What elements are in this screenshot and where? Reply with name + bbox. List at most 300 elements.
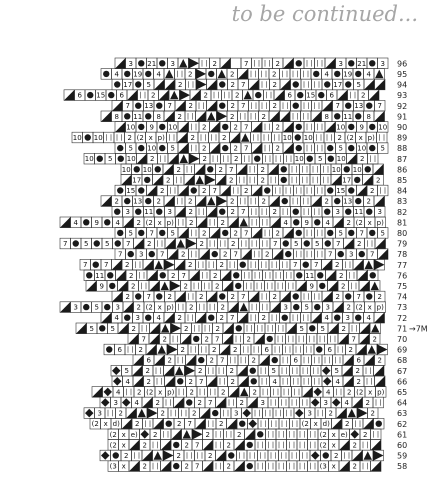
chart-cell <box>338 334 349 345</box>
chart-cell <box>252 153 263 164</box>
chart-cell <box>140 429 151 440</box>
svg-text:2: 2 <box>275 229 280 238</box>
chart-cell <box>315 270 326 281</box>
svg-text:2: 2 <box>230 208 235 217</box>
chart-cell <box>108 429 119 440</box>
svg-text:2: 2 <box>355 367 360 376</box>
chart-cell <box>92 217 103 228</box>
chart-cell <box>279 418 290 429</box>
svg-text:2: 2 <box>129 271 134 280</box>
chart-cell <box>259 196 270 207</box>
svg-text:6: 6 <box>327 346 332 354</box>
chart-cell <box>163 397 174 408</box>
chart-cell <box>293 132 304 143</box>
svg-text:6: 6 <box>287 91 292 100</box>
chart-cell <box>291 206 302 217</box>
svg-text:7: 7 <box>104 261 109 270</box>
chart-cell <box>312 217 323 228</box>
chart-cell <box>217 100 228 111</box>
chart-cell <box>175 355 186 366</box>
page-title: to be continued... <box>231 2 418 26</box>
chart-cell <box>164 365 175 376</box>
svg-text:2: 2 <box>118 409 123 418</box>
chart-cell <box>103 387 114 398</box>
chart-cell <box>180 90 191 101</box>
svg-text:4: 4 <box>366 70 371 79</box>
svg-text:p): p) <box>157 134 165 142</box>
chart-cell <box>263 153 274 164</box>
chart-cell <box>255 429 266 440</box>
chart-cell <box>322 69 333 80</box>
svg-text:4: 4 <box>156 314 161 323</box>
chart-cell <box>313 387 324 398</box>
chart-cell <box>329 429 340 440</box>
chart-cell <box>245 440 256 451</box>
svg-text:9: 9 <box>304 218 309 227</box>
svg-text:2: 2 <box>160 187 165 195</box>
chart-cell <box>200 153 211 164</box>
chart-cell <box>217 259 228 270</box>
row-number: 79 <box>397 239 408 249</box>
svg-text:17: 17 <box>333 81 343 89</box>
chart-cell <box>105 153 116 164</box>
chart-cell <box>81 217 92 228</box>
chart-cell <box>364 206 375 217</box>
chart-cell <box>242 270 253 281</box>
chart-cell <box>259 206 270 217</box>
chart-row <box>86 281 380 292</box>
chart-cell <box>322 206 333 217</box>
row-number: 77 <box>397 260 408 270</box>
chart-cell <box>324 132 335 143</box>
chart-cell <box>370 334 381 345</box>
chart-cell <box>274 90 285 101</box>
svg-text:7: 7 <box>126 240 131 248</box>
svg-text:11: 11 <box>95 271 105 280</box>
chart-cell <box>249 355 260 366</box>
chart-cell <box>275 281 286 292</box>
chart-cell <box>111 365 122 376</box>
svg-text:11: 11 <box>133 112 143 121</box>
chart-cell <box>157 344 168 355</box>
chart-cell <box>280 376 291 387</box>
chart-cell <box>142 397 153 408</box>
chart-cell <box>321 175 332 186</box>
chart-cell <box>270 355 281 366</box>
svg-text:5: 5 <box>170 229 175 238</box>
svg-text:2: 2 <box>230 102 235 111</box>
chart-cell <box>244 334 255 345</box>
chart-cell <box>280 111 291 122</box>
chart-cell <box>228 238 239 249</box>
chart-cell <box>196 376 207 387</box>
chart-cell <box>227 111 238 122</box>
chart-cell <box>129 323 140 334</box>
chart-cell <box>178 143 189 154</box>
chart-cell <box>122 418 133 429</box>
chart-cell <box>294 408 305 419</box>
svg-text:x: x <box>331 430 336 439</box>
chart-cell <box>336 270 347 281</box>
svg-text:4: 4 <box>326 388 331 397</box>
chart-cell <box>144 355 155 366</box>
chart-cell <box>84 408 95 419</box>
svg-text:3: 3 <box>345 314 350 323</box>
chart-cell <box>189 185 200 196</box>
chart-cell <box>305 153 316 164</box>
svg-text:2: 2 <box>261 197 266 206</box>
chart-cell <box>245 429 256 440</box>
svg-text:3: 3 <box>170 59 175 68</box>
row-number: 71 <box>397 324 408 334</box>
chart-cell <box>154 312 165 323</box>
chart-cell <box>322 376 333 387</box>
chart-cell <box>226 397 237 408</box>
chart-cell <box>301 69 312 80</box>
chart-cell <box>64 90 75 101</box>
chart-cell <box>375 217 386 228</box>
chart-cell <box>199 143 210 154</box>
chart-cell <box>280 259 291 270</box>
chart-cell <box>312 302 323 313</box>
chart-cell <box>325 58 336 69</box>
row-number: 74 <box>397 292 408 302</box>
svg-text:5: 5 <box>128 229 133 238</box>
chart-cell <box>283 122 294 133</box>
svg-text:3: 3 <box>139 250 144 259</box>
chart-row <box>121 164 384 175</box>
svg-text:7: 7 <box>370 250 375 259</box>
chart-cell <box>364 196 375 207</box>
chart-cell <box>294 122 305 133</box>
svg-text:x: x <box>367 303 372 312</box>
svg-text:7: 7 <box>167 102 172 111</box>
chart-cell <box>149 334 160 345</box>
svg-text:2: 2 <box>202 144 207 153</box>
chart-row <box>112 291 385 302</box>
chart-cell <box>318 323 329 334</box>
svg-text:7: 7 <box>160 250 165 259</box>
chart-cell <box>315 122 326 133</box>
chart-cell <box>147 153 158 164</box>
chart-cell <box>287 440 298 451</box>
chart-cell <box>367 143 378 154</box>
chart-cell <box>150 440 161 451</box>
chart-cell <box>270 291 281 302</box>
chart-cell <box>227 196 238 207</box>
chart-cell <box>280 206 291 217</box>
chart-cell <box>269 196 280 207</box>
svg-text:2: 2 <box>377 356 382 365</box>
chart-cell <box>352 164 363 175</box>
svg-text:2: 2 <box>231 240 236 248</box>
svg-text:2: 2 <box>260 176 265 185</box>
chart-cell <box>168 58 179 69</box>
svg-text:5: 5 <box>84 240 89 248</box>
chart-cell <box>327 90 338 101</box>
chart-cell <box>356 132 367 143</box>
svg-text:x: x <box>313 420 318 429</box>
chart-cell <box>310 450 321 461</box>
chart-cell <box>153 397 164 408</box>
svg-text:7: 7 <box>199 377 204 386</box>
svg-text:9: 9 <box>94 218 99 227</box>
chart-cell <box>239 238 250 249</box>
svg-text:e): e) <box>130 430 138 439</box>
chart-cell <box>169 90 180 101</box>
chart-cell <box>155 387 166 398</box>
svg-text:10: 10 <box>72 134 82 142</box>
chart-cell <box>122 69 133 80</box>
chart-cell <box>297 440 308 451</box>
chart-cell <box>334 387 345 398</box>
chart-cell <box>368 153 379 164</box>
chart-cell <box>292 387 303 398</box>
chart-cell <box>291 376 302 387</box>
svg-text:2: 2 <box>188 261 193 270</box>
chart-cell <box>196 69 207 80</box>
chart-cell <box>255 461 266 472</box>
svg-text:2: 2 <box>192 409 197 418</box>
chart-cell <box>289 175 300 186</box>
chart-cell <box>357 122 368 133</box>
chart-cell <box>158 153 169 164</box>
chart-row <box>108 461 381 472</box>
svg-text:7: 7 <box>141 335 146 344</box>
chart-cell <box>118 281 129 292</box>
chart-cell <box>259 291 270 302</box>
svg-text:2: 2 <box>239 399 244 407</box>
svg-text:2: 2 <box>376 176 381 185</box>
svg-text:2: 2 <box>275 59 280 68</box>
chart-cell <box>123 79 134 90</box>
chart-cell <box>323 217 334 228</box>
svg-text:2: 2 <box>260 165 265 174</box>
chart-cell <box>175 79 186 90</box>
svg-text:2: 2 <box>265 250 270 259</box>
chart-cell <box>300 450 311 461</box>
svg-text:17: 17 <box>342 176 352 185</box>
chart-cell <box>252 249 263 260</box>
chart-cell <box>227 69 238 80</box>
svg-text:2: 2 <box>346 303 351 312</box>
chart-cell <box>373 164 384 175</box>
chart-cell <box>374 418 385 429</box>
chart-cell <box>378 122 389 133</box>
svg-text:x: x <box>148 134 153 142</box>
chart-cell <box>373 175 384 186</box>
chart-cell <box>357 270 368 281</box>
chart-cell <box>175 291 186 302</box>
chart-row <box>112 79 385 90</box>
chart-cell <box>363 365 374 376</box>
chart-cell <box>342 365 353 376</box>
chart-cell <box>325 228 336 239</box>
chart-cell <box>259 259 270 270</box>
chart-row <box>64 90 379 101</box>
chart-cell <box>205 164 216 175</box>
chart-cell <box>143 259 154 270</box>
chart-cell <box>270 302 281 313</box>
chart-cell <box>217 111 228 122</box>
chart-cell <box>228 291 239 302</box>
chart-cell <box>217 355 228 366</box>
chart-cell <box>115 185 126 196</box>
chart-cell <box>137 153 148 164</box>
chart-cell <box>158 270 169 281</box>
chart-cell <box>353 365 364 376</box>
chart-cell <box>308 429 319 440</box>
chart-cell <box>234 440 245 451</box>
chart-cell <box>221 270 232 281</box>
chart-cell <box>283 249 294 260</box>
svg-text:17: 17 <box>132 176 142 185</box>
svg-text:4: 4 <box>115 218 120 227</box>
chart-cell <box>343 312 354 323</box>
svg-text:13: 13 <box>133 197 143 206</box>
row-number: 89 <box>397 133 408 143</box>
chart-cell <box>275 334 286 345</box>
svg-text:2: 2 <box>261 112 266 121</box>
svg-text:7: 7 <box>233 250 238 259</box>
svg-text:2: 2 <box>176 452 181 460</box>
svg-text:2: 2 <box>131 282 136 291</box>
chart-row <box>115 58 388 69</box>
svg-text:x: x <box>121 462 126 471</box>
svg-text:3: 3 <box>135 314 140 323</box>
chart-cell <box>175 376 186 387</box>
chart-cell <box>268 450 279 461</box>
chart-cell <box>339 429 350 440</box>
chart-cell <box>291 100 302 111</box>
chart-cell <box>170 281 181 292</box>
chart-cell <box>176 238 187 249</box>
chart-cell <box>80 259 91 270</box>
svg-text:2: 2 <box>230 112 235 121</box>
chart-cell <box>308 440 319 451</box>
chart-cell <box>252 228 263 239</box>
chart-cell <box>178 185 189 196</box>
chart-cell <box>123 100 134 111</box>
row-number: 64 <box>397 398 408 408</box>
chart-cell <box>261 132 272 143</box>
chart-cell <box>186 206 197 217</box>
svg-text:6: 6 <box>77 91 82 100</box>
chart-cell <box>123 238 134 249</box>
chart-cell <box>375 291 386 302</box>
chart-cell <box>174 365 185 376</box>
chart-cell <box>255 440 266 451</box>
chart-cell <box>302 217 313 228</box>
svg-text:7: 7 <box>293 261 298 270</box>
svg-text:2: 2 <box>189 303 194 312</box>
chart-cell <box>318 461 329 472</box>
svg-text:15: 15 <box>336 187 346 195</box>
row-number: 63 <box>397 409 408 419</box>
chart-row <box>128 334 380 345</box>
chart-cell <box>291 238 302 249</box>
svg-text:19: 19 <box>343 70 353 79</box>
svg-text:10: 10 <box>378 123 388 132</box>
chart-cell <box>168 122 179 133</box>
chart-cell <box>300 164 311 175</box>
chart-cell <box>304 122 315 133</box>
chart-cell <box>182 440 193 451</box>
chart-cell <box>161 440 172 451</box>
svg-text:10: 10 <box>294 155 304 164</box>
chart-cell <box>333 376 344 387</box>
chart-row <box>115 185 388 196</box>
row-number: 87 <box>397 154 408 164</box>
chart-cell <box>123 206 134 217</box>
chart-cell <box>174 175 185 186</box>
chart-cell <box>123 291 134 302</box>
chart-cell <box>85 90 96 101</box>
chart-cell <box>119 440 130 451</box>
chart-cell <box>174 450 185 461</box>
svg-text:(2: (2 <box>355 303 363 312</box>
chart-cell <box>359 281 370 292</box>
chart-cell <box>238 196 249 207</box>
chart-cell <box>192 440 203 451</box>
svg-text:7: 7 <box>244 123 249 132</box>
chart-row <box>92 387 386 398</box>
chart-cell <box>258 164 269 175</box>
chart-cell <box>105 408 116 419</box>
svg-text:2: 2 <box>352 462 357 471</box>
chart-cell <box>281 238 292 249</box>
chart-cell <box>179 153 190 164</box>
svg-text:5: 5 <box>294 240 299 248</box>
chart-cell <box>249 302 260 313</box>
chart-cell <box>216 418 227 429</box>
chart-cell <box>363 397 374 408</box>
svg-text:7: 7 <box>351 335 356 344</box>
chart-cell <box>189 143 200 154</box>
chart-cell <box>210 153 221 164</box>
chart-cell <box>163 450 174 461</box>
chart-cell <box>314 132 325 143</box>
chart-cell <box>115 228 126 239</box>
svg-text:2: 2 <box>184 324 189 333</box>
chart-cell <box>350 461 361 472</box>
chart-cell <box>112 259 123 270</box>
chart-cell <box>168 270 179 281</box>
chart-cell <box>186 217 197 228</box>
chart-cell <box>248 365 259 376</box>
chart-cell <box>264 90 275 101</box>
svg-text:7: 7 <box>208 399 213 407</box>
chart-cell <box>312 100 323 111</box>
svg-text:10: 10 <box>282 134 292 142</box>
chart-cell <box>374 69 385 80</box>
chart-cell <box>122 259 133 270</box>
svg-text:2: 2 <box>229 176 234 185</box>
svg-text:(3: (3 <box>319 462 327 471</box>
chart-cell <box>353 111 364 122</box>
svg-text:2: 2 <box>125 293 130 301</box>
svg-text:7: 7 <box>187 420 192 429</box>
svg-text:2: 2 <box>377 293 382 301</box>
svg-text:6: 6 <box>329 91 334 100</box>
chart-cell <box>186 100 197 111</box>
svg-text:7: 7 <box>195 462 200 471</box>
chart-cell <box>199 58 210 69</box>
svg-text:2: 2 <box>209 356 214 365</box>
svg-text:7: 7 <box>241 102 246 111</box>
svg-text:x: x <box>367 218 372 227</box>
svg-text:2: 2 <box>237 430 242 439</box>
